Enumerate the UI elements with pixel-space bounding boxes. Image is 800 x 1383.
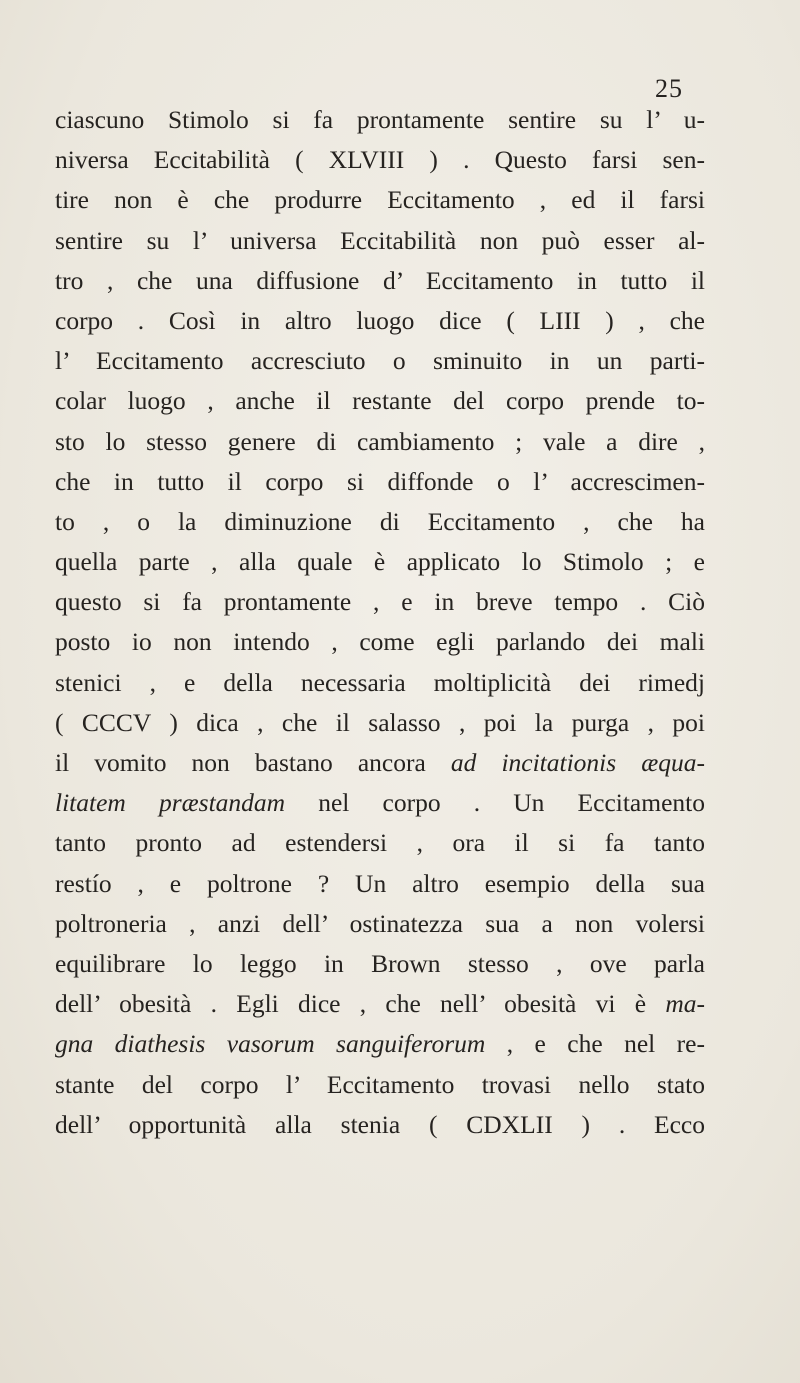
text-segment: equilibrare lo leggo in Brown stesso , ove parla bbox=[55, 948, 705, 978]
text-line bbox=[55, 381, 705, 421]
text-segment: ciascuno Stimolo si fa prontamente sentire su l’ u- bbox=[55, 105, 705, 134]
text-line bbox=[55, 542, 705, 582]
text-line bbox=[55, 502, 705, 542]
text-line bbox=[55, 221, 705, 261]
text-segment: che in tutto il corpo si diffonde o l’ accrescimen- bbox=[55, 466, 705, 496]
text-segment: niversa Eccitabilità ( XLVIII ) . Questo farsi sen- bbox=[55, 145, 705, 175]
body-text bbox=[55, 100, 705, 1145]
text-line bbox=[55, 422, 705, 462]
text-segment: tanto pronto ad estendersi , ora il si fa tanto bbox=[55, 828, 705, 858]
text-line bbox=[55, 743, 705, 783]
text-line bbox=[55, 984, 705, 1024]
text-line bbox=[55, 703, 705, 743]
text-segment: to , o la diminuzione di Eccitamento , che ha bbox=[55, 506, 705, 536]
text-line bbox=[55, 341, 705, 381]
text-segment: il vomito non bastano ancora bbox=[55, 748, 451, 777]
text-segment: posto io non intendo , come egli parlando dei mali bbox=[55, 627, 705, 657]
text-line bbox=[55, 622, 705, 662]
text-line bbox=[55, 301, 705, 341]
text-segment: sentire su l’ universa Eccitabilità non può esser al- bbox=[55, 225, 705, 255]
italic-latin-phrase: gna diathesis vasorum sanguiferorum bbox=[55, 1029, 486, 1059]
text-line bbox=[55, 261, 705, 301]
text-segment: questo si fa prontamente , e in breve tempo . Ciò bbox=[55, 587, 705, 617]
text-line bbox=[55, 1105, 705, 1145]
text-segment: stante del corpo l’ Eccitamento trovasi nello stato bbox=[55, 1069, 705, 1099]
text-segment: dell’ obesità . Egli dice , che nell’ obesità vi è bbox=[55, 989, 666, 1019]
text-segment: ( CCCV ) dica , che il salasso , poi la purga , poi bbox=[55, 707, 705, 737]
text-segment: dell’ opportunità alla stenia ( CDXLII ) . Ecco bbox=[55, 1109, 705, 1139]
text-segment: tro , che una diffusione d’ Eccitamento in tutto il bbox=[55, 265, 705, 295]
italic-latin-phrase: ma- bbox=[665, 989, 705, 1019]
italic-latin-phrase: litatem præstandam bbox=[55, 788, 286, 818]
text-segment: tire non è che produrre Eccitamento , ed il farsi bbox=[55, 185, 705, 215]
text-segment: corpo . Così in altro luogo dice ( LIII ) , che bbox=[55, 305, 705, 335]
text-segment: colar luogo , anche il restante del corpo prende to- bbox=[55, 386, 705, 416]
text-line bbox=[55, 582, 705, 622]
text-segment: l’ Eccitamento accresciuto o sminuito in un parti- bbox=[55, 346, 705, 376]
text-line bbox=[55, 462, 705, 502]
page-number: 25 bbox=[655, 74, 683, 103]
text-line bbox=[55, 864, 705, 904]
text-line bbox=[55, 180, 705, 220]
text-segment: , e che nel re- bbox=[485, 1029, 705, 1059]
text-segment: poltroneria , anzi dell’ ostinatezza sua a non volersi bbox=[55, 908, 705, 938]
text-line bbox=[55, 783, 705, 823]
text-segment: quella parte , alla quale è applicato lo Stimolo ; e bbox=[55, 547, 705, 577]
text-line bbox=[55, 1024, 705, 1064]
text-segment: sto lo stesso genere di cambiamento ; vale a dire , bbox=[55, 426, 705, 456]
italic-latin-phrase: ad incitationis æqua- bbox=[450, 748, 705, 777]
text-segment: restío , e poltrone ? Un altro esempio della sua bbox=[55, 868, 705, 898]
text-line bbox=[55, 1065, 705, 1105]
text-line bbox=[55, 904, 705, 944]
text-segment: nel corpo . Un Eccitamento bbox=[285, 788, 705, 818]
text-line bbox=[55, 944, 705, 984]
text-line bbox=[55, 663, 705, 703]
text-line bbox=[55, 140, 705, 180]
text-line bbox=[55, 100, 705, 140]
text-segment: stenici , e della necessaria moltiplicità dei rimedj bbox=[55, 667, 705, 697]
text-line bbox=[55, 823, 705, 863]
